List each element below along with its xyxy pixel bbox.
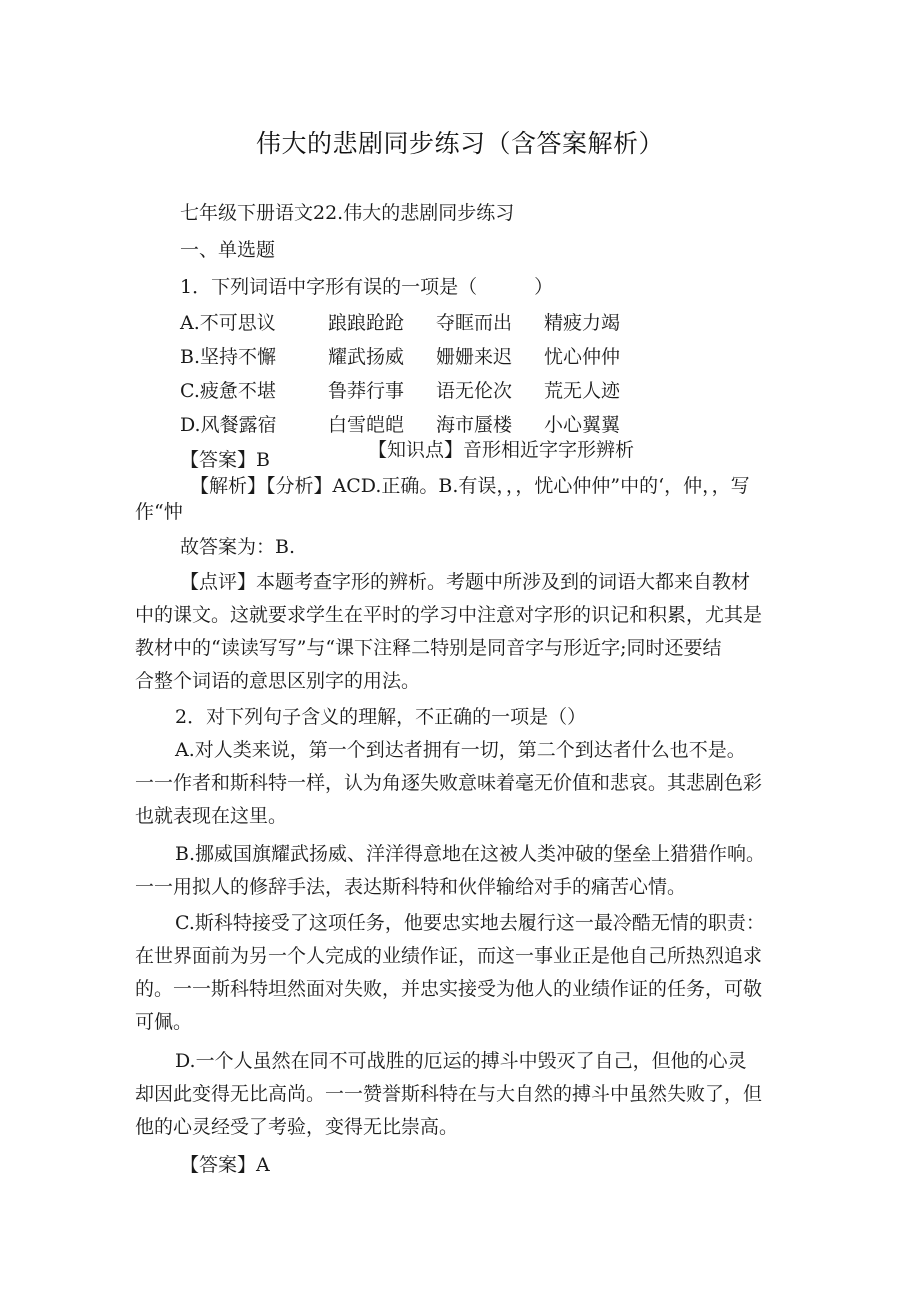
comment-line: 教材中的“读读写写”与“课下注释二特别是同音字与形近字;同时还要结 [135,637,722,659]
option-word: 夺眶而出 [436,312,513,334]
option-word: 鲁莽行事 [328,380,405,402]
question-2-option-a-cont: 一一作者和斯科特一样，认为角逐失败意味着毫无价值和悲哀。其悲剧色彩 [135,772,763,794]
question-1-answer: 【答案】B [180,449,270,471]
section-heading: 一、单选题 [180,239,276,261]
question-2-option-c-cont: 可佩。 [135,1011,193,1033]
question-2-stem: 2．对下列句子含义的理解，不正确的一项是（） [175,706,587,728]
option-word: D.风餐露宿 [180,414,277,436]
option-word: C.疲惫不堪 [180,380,276,402]
question-1-conclusion: 故答案为：B. [180,536,296,558]
question-2-option-c: C.斯科特接受了这项任务，他要忠实地去履行这一最冷酷无情的职责： [175,912,765,934]
question-1-knowledge-point: 【知识点】音形相近字字形辨析 [368,439,635,461]
comment-line: 合整个词语的意思区别字的用法。 [135,670,421,692]
option-word: 语无伦次 [436,380,513,402]
question-2-option-d: D.一个人虽然在同不可战胜的厄运的搏斗中毁灭了自己，但他的心灵 [175,1050,747,1072]
question-2-option-c-cont: 的。一一斯科特坦然面对失败，并忠实接受为他人的业绩作证的任务，可敬 [135,978,763,1000]
document-title: 伟大的悲剧同步练习（含答案解析） [255,129,664,158]
question-2-option-a-cont: 也就表现在这里。 [135,805,288,827]
question-2-option-b-cont: 一一用拟人的修辞手法，表达斯科特和伙伴输给对手的痛苦心情。 [135,876,687,898]
option-word: 白雪皑皑 [328,414,405,436]
question-2-option-d-cont: 却因此变得无比高尚。一一赞誉斯科特在与大自然的搏斗中虽然失败了，但 [135,1083,763,1105]
question-1-analysis: 【解析】【分析】ACD.正确。B.有误，，，忧心仲仲”中的‘，仲，，写 [190,475,750,497]
question-2-option-c-cont: 在世界面前为另一个人完成的业绩作证，而这一事业正是他自己所热烈追求 [135,945,763,967]
option-word: 踉踉跄跄 [328,312,405,334]
question-2-option-b: B.挪威国旗耀武扬威、洋洋得意地在这被人类冲破的堡垒上猎猎作响。 [175,843,766,865]
option-word: 忧心仲仲 [544,346,621,368]
option-word: 荒无人迹 [544,380,621,402]
option-word: A.不可思议 [180,312,276,334]
option-word: 海市蜃楼 [436,414,513,436]
question-2-option-d-cont: 他的心灵经受了考验，变得无比崇高。 [135,1116,459,1138]
question-1-analysis-cont: 作“忡 [135,501,183,523]
option-word: B.坚持不懈 [180,346,277,368]
comment-line: 中的课文。这就要求学生在平时的学习中注意对字形的识记和积累，尤其是 [135,604,763,626]
option-word: 小心翼翼 [544,414,621,436]
comment-line: 【点评】本题考查字形的辨析。考题中所涉及到的词语大都来自教材 [180,571,751,593]
question-2-answer: 【答案】A [180,1154,270,1176]
question-2-option-a: A.对人类来说，第一个到达者拥有一切，第二个到达者什么也不是。 [175,739,746,761]
question-1-stem: 1．下列词语中字形有误的一项是（ ） [180,276,554,298]
option-word: 耀武扬威 [328,346,405,368]
subtitle: 七年级下册语文22.伟大的悲剧同步练习 [180,202,515,224]
option-word: 姗姗来迟 [436,346,513,368]
option-word: 精疲力竭 [544,312,621,334]
